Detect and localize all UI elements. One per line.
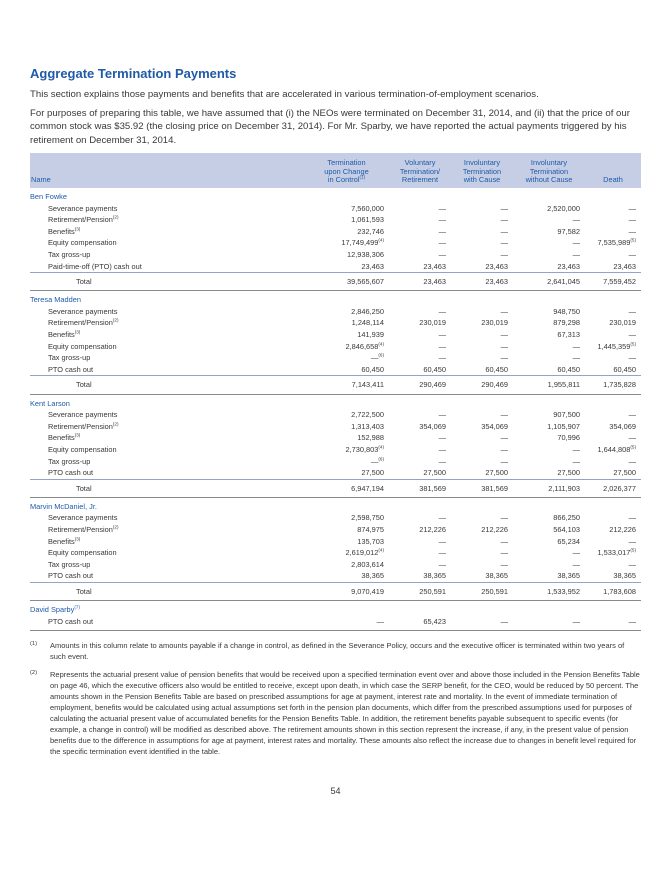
cell-value: —$^{(6)}$	[370, 352, 384, 363]
cell-value: —	[500, 226, 508, 236]
cell-value: 23,463	[423, 261, 446, 271]
row-label: Equity compensation	[48, 341, 117, 351]
total-value: 6,947,194	[304, 479, 389, 497]
column-header-line: Termination	[462, 166, 502, 176]
total-value: 7,143,411	[304, 376, 389, 394]
intro-paragraph-1: This section explains those payments and benefits that are accelerated in various termination-of-employment scenarios.	[30, 89, 539, 100]
footnote-text: Represents the actuarial present value of pension benefits that would be received upon a specified termination event over and above those included in the Pension Benefits Table on page 46, which the executive officers also would be entitled to receive, except upon death, in which case the SERP benefit, for the CEO, would be reduced by 50 percent. The amounts shown in the Pension Benefits Table are based on prescribed assumptions for age at payment, interest rate and mortality. In the event of immediate termination of employment, benefits would be calculated using actual assumptions set forth in the pension plan documents, which differ from the prescribed assumptions used for purposes of calculating the actuarial present value of accumulated benefits for the Pension Benefits Table. In addition, the retirement benefits payable subsequent to specific events (for example, a change in control) will be modified as described above. The retirement amounts shown in this section represent the increase, if any, in the present value of pension benefits due to the difference in assumptions for age at payment, interest rates and mortality. These amounts also reflect the increase due to changes in benefit level required for the specific termination event identified in the table.	[50, 669, 640, 756]
cell-value: 564,103	[553, 524, 580, 534]
cell-value: 2,846,658$^{(4)}$	[345, 341, 384, 351]
total-value: 2,111,903	[513, 479, 585, 497]
cell-value: —	[572, 341, 580, 351]
table-row	[30, 317, 641, 329]
cell-value: —	[628, 203, 636, 213]
total-value: 290,469	[389, 376, 451, 394]
cell-value: 38,365	[361, 571, 384, 581]
cell-value: 230,019	[419, 318, 446, 328]
cell-value: 23,463	[613, 261, 636, 271]
cell-value: 2,619,012$^{(4)}$	[345, 547, 384, 558]
total-value: 290,469	[451, 376, 513, 394]
cell-value: —	[500, 433, 508, 443]
total-value: 23,463	[389, 273, 451, 291]
cell-value: 152,988	[357, 433, 384, 443]
cell-value: 866,250	[553, 513, 580, 523]
footnote-ref: (3)	[74, 226, 81, 232]
table-row	[30, 409, 641, 421]
cell-value: —	[500, 548, 508, 558]
total-label: Total	[30, 582, 304, 600]
row-label: Severance payments	[48, 410, 118, 420]
cell-value: 1,533,017$^{(5)}$	[597, 547, 636, 558]
column-header	[451, 153, 513, 188]
cell-value: —	[628, 250, 636, 260]
cell-value: —	[438, 548, 446, 558]
table-row	[30, 512, 641, 524]
table-row	[30, 432, 641, 444]
cell-value: 230,019	[609, 318, 636, 328]
cell-value: —	[304, 615, 389, 630]
row-label: PTO cash out	[30, 615, 304, 630]
row-label: Severance payments	[48, 513, 118, 523]
cell-value: 1,248,114	[351, 318, 384, 328]
cell-value: 12,938,306	[347, 250, 384, 260]
row-label: Tax gross-up	[48, 559, 91, 569]
cell-value: 38,365	[557, 571, 580, 581]
cell-value: 60,450	[613, 364, 636, 374]
cell-value: 17,749,499$^{(4)}$	[341, 237, 384, 248]
total-value: 381,569	[389, 479, 451, 497]
page-number: 54	[330, 786, 341, 796]
cell-value: 874,975	[357, 524, 384, 534]
table-row	[30, 202, 641, 214]
cell-value: 1,061,593	[351, 215, 384, 225]
column-header-line: Termination	[529, 166, 569, 176]
cell-value: —	[500, 513, 508, 523]
column-header	[513, 153, 585, 188]
row-label: Benefits$^{(3)}$	[48, 226, 81, 236]
executive-name: Teresa Madden	[30, 295, 81, 305]
cell-value: —	[500, 410, 508, 420]
footnote-ref: (4)	[378, 237, 384, 243]
table-row	[30, 261, 641, 273]
executive-name: Marvin McDaniel, Jr.	[30, 501, 97, 511]
cell-value: 27,500	[485, 468, 508, 478]
total-value: 381,569	[451, 479, 513, 497]
column-header	[585, 153, 641, 188]
executive-section	[30, 497, 641, 600]
row-label: Retirement/Pension$^{(2)}$	[48, 524, 119, 534]
table-row	[30, 352, 641, 364]
executive-name: Kent Larson	[30, 398, 70, 408]
cell-value: —	[628, 456, 636, 466]
cell-value: 948,750	[553, 306, 580, 316]
cell-value: 38,365	[485, 571, 508, 581]
cell-value: 354,069	[419, 421, 446, 431]
cell-value: —	[572, 215, 580, 225]
cell-value: —	[438, 536, 446, 546]
cell-value: —	[438, 341, 446, 351]
cell-value: 23,463	[361, 261, 384, 271]
cell-value: 1,313,403	[351, 421, 384, 431]
footnote-ref: (5)	[630, 237, 636, 243]
cell-value: 2,730,803$^{(4)}$	[345, 444, 384, 454]
row-label: Equity compensation	[48, 548, 117, 558]
cell-value: 65,423	[389, 615, 451, 630]
executive-name-row	[30, 188, 641, 202]
row-label: Paid-time-off (PTO) cash out	[48, 261, 142, 271]
table-row	[30, 306, 641, 318]
footnote-ref: (6)	[378, 352, 384, 358]
table-row	[30, 249, 641, 261]
footnote-marker: (2)	[30, 669, 38, 676]
cell-value: 27,500	[423, 468, 446, 478]
cell-value: 70,996	[557, 433, 580, 443]
cell-value: 60,450	[423, 364, 446, 374]
cell-value: —	[438, 353, 446, 363]
cell-value: —	[500, 203, 508, 213]
row-label: Retirement/Pension$^{(2)}$	[48, 214, 119, 225]
row-label: PTO cash out	[48, 571, 94, 581]
cell-value: —	[500, 341, 508, 351]
cell-value: 67,313	[557, 330, 580, 340]
column-header-line: Termination/	[399, 166, 441, 176]
cell-value: 60,450	[361, 364, 384, 374]
footnote-ref: (4)	[378, 341, 384, 347]
total-value: 1,735,828	[585, 376, 641, 394]
cell-value: 135,703	[357, 536, 384, 546]
row-label: Retirement/Pension$^{(2)}$	[48, 317, 119, 328]
cell-value: 2,803,614	[351, 559, 384, 569]
cell-value: 60,450	[485, 364, 508, 374]
cell-value: 27,500	[361, 468, 384, 478]
total-row	[30, 376, 641, 394]
executive-name: Ben Fowke	[30, 192, 67, 202]
table-row	[30, 467, 641, 479]
footnote-ref: (4)	[378, 547, 384, 553]
cell-value: 2,846,250	[351, 306, 384, 316]
table-row	[30, 444, 641, 456]
table-row	[30, 421, 641, 433]
cell-value: —	[500, 536, 508, 546]
cell-value: —	[438, 238, 446, 248]
table-row	[30, 237, 641, 249]
row-label: Equity compensation	[48, 444, 117, 454]
total-row	[30, 479, 641, 497]
row-label: PTO cash out	[48, 364, 94, 374]
cell-value: 65,234	[557, 536, 580, 546]
cell-value: —	[628, 536, 636, 546]
cell-value: —	[500, 444, 508, 454]
cell-value: —	[572, 250, 580, 260]
cell-value: 23,463	[557, 261, 580, 271]
total-label: Total	[30, 273, 304, 291]
cell-value: —	[628, 410, 636, 420]
column-header-line: in Control$^{(1)}$	[327, 174, 366, 185]
cell-value: —	[500, 456, 508, 466]
cell-value: —	[628, 559, 636, 569]
row-label: PTO cash out	[48, 468, 94, 478]
cell-value: —	[438, 306, 446, 316]
cell-value: 38,365	[613, 571, 636, 581]
footnote-ref: (7)	[74, 604, 80, 610]
column-header-line: Involuntary	[463, 157, 501, 167]
cell-value: —	[500, 330, 508, 340]
cell-value: —	[500, 215, 508, 225]
footnote	[30, 640, 641, 662]
footnote-ref: (2)	[112, 524, 119, 530]
executive-name-row	[30, 497, 641, 512]
table-row	[30, 341, 641, 353]
column-header	[389, 153, 451, 188]
row-label: Severance payments	[48, 306, 118, 316]
header-row	[30, 153, 641, 188]
total-row	[30, 273, 641, 291]
cell-value: —	[438, 330, 446, 340]
cell-value: —	[451, 615, 513, 630]
total-value: 250,591	[451, 582, 513, 600]
column-header-line: Voluntary	[404, 157, 436, 167]
executive-name: David Sparby$^{(7)}$	[30, 604, 80, 615]
executive-section	[30, 601, 641, 631]
page-content	[30, 66, 641, 764]
cell-value: 60,450	[557, 364, 580, 374]
table-row	[30, 570, 641, 582]
cell-value: 879,298	[553, 318, 580, 328]
footnotes	[30, 640, 641, 757]
cell-value: —	[585, 615, 641, 630]
total-value: 39,565,607	[304, 273, 389, 291]
total-row	[30, 582, 641, 600]
cell-value: —	[628, 330, 636, 340]
cell-value: —	[572, 444, 580, 454]
row-label: Severance payments	[48, 203, 118, 213]
cell-value: —	[438, 215, 446, 225]
footnote-ref: (6)	[378, 456, 384, 462]
footnote-ref: (4)	[378, 444, 384, 450]
total-value: 1,533,952	[513, 582, 585, 600]
cell-value: —	[438, 410, 446, 420]
cell-value: —	[500, 250, 508, 260]
cell-value: —	[628, 433, 636, 443]
cell-value: 7,535,989$^{(5)}$	[597, 237, 636, 248]
cell-value: —	[438, 250, 446, 260]
total-value: 23,463	[451, 273, 513, 291]
table-row	[30, 226, 641, 238]
total-value: 7,559,452	[585, 273, 641, 291]
cell-value: 232,746	[357, 226, 384, 236]
cell-value: —	[628, 353, 636, 363]
cell-value: 230,019	[481, 318, 508, 328]
cell-value: —	[572, 238, 580, 248]
column-header-name: Name	[30, 153, 304, 188]
row-label: Benefits$^{(3)}$	[48, 329, 81, 340]
footnote-ref: (2)	[112, 214, 119, 220]
total-value: 1,955,811	[513, 376, 585, 394]
table-row	[30, 364, 641, 376]
cell-value: —$^{(6)}$	[370, 456, 384, 466]
footnote-ref: (1)	[359, 174, 366, 180]
footnote	[30, 669, 641, 757]
cell-value: 23,463	[485, 261, 508, 271]
column-header-line: Retirement	[401, 175, 439, 185]
cell-value: —	[438, 203, 446, 213]
row-label: Equity compensation	[48, 238, 117, 248]
cell-value: 212,226	[609, 524, 636, 534]
cell-value: 1,105,907	[547, 421, 580, 431]
cell-value: 2,598,750	[351, 513, 384, 523]
cell-value: 1,445,359$^{(5)}$	[597, 341, 636, 351]
cell-value: 97,582	[557, 226, 580, 236]
cell-value: —	[572, 456, 580, 466]
cell-value: —	[572, 548, 580, 558]
cell-value: —	[500, 306, 508, 316]
footnote-ref: (2)	[112, 317, 119, 323]
table-header	[30, 153, 641, 188]
cell-value: 141,939	[357, 330, 384, 340]
cell-value: 212,226	[419, 524, 446, 534]
table-row	[30, 524, 641, 536]
executive-section	[30, 291, 641, 394]
executive-section	[30, 394, 641, 497]
footnote-ref: (3)	[74, 329, 81, 335]
row-label: Tax gross-up	[48, 250, 91, 260]
cell-value: —	[438, 456, 446, 466]
footnote-marker: (1)	[30, 640, 38, 647]
table-row	[30, 455, 641, 467]
cell-value: —	[438, 559, 446, 569]
table-row	[30, 214, 641, 226]
page-title: Aggregate Termination Payments	[30, 66, 237, 81]
total-value: 2,026,377	[585, 479, 641, 497]
cell-value: 354,069	[609, 421, 636, 431]
cell-value: —	[572, 353, 580, 363]
intro-paragraph-2: For purposes of preparing this table, we have assumed that (i) the NEOs were terminated on December 31, 2014, and (ii) that the price of our common stock was $35.92 (the closing price on December 31, 2014). For Mr. Sparby, we have reported the actual payments triggered by his retirement on December 31, 2014.	[30, 108, 630, 146]
cell-value: —	[513, 615, 585, 630]
cell-value: —	[500, 559, 508, 569]
cell-value: —	[438, 226, 446, 236]
row-label: Tax gross-up	[48, 456, 91, 466]
row-label: Benefits$^{(3)}$	[48, 432, 81, 443]
cell-value: 2,520,000	[547, 203, 580, 213]
column-header-line: Death	[603, 175, 623, 185]
cell-value: 7,560,000	[351, 203, 384, 213]
column-header-line: upon Change	[324, 166, 369, 176]
cell-value: 27,500	[557, 468, 580, 478]
executive-name-row	[30, 601, 641, 616]
cell-value: —	[438, 444, 446, 454]
executive-section	[30, 188, 641, 291]
total-value: 2,641,045	[513, 273, 585, 291]
column-header-line: Involuntary	[530, 157, 568, 167]
cell-value: —	[628, 513, 636, 523]
footnote-ref: (5)	[630, 341, 636, 347]
cell-value: 27,500	[613, 468, 636, 478]
total-value: 9,070,419	[304, 582, 389, 600]
cell-value: 2,722,500	[351, 410, 384, 420]
footnote-ref: (3)	[74, 432, 81, 438]
column-header-line: with Cause	[463, 175, 501, 185]
footnote-ref: (5)	[630, 547, 636, 553]
cell-value: —	[500, 238, 508, 248]
column-header	[304, 153, 389, 188]
termination-table	[30, 153, 641, 631]
cell-value: —	[500, 353, 508, 363]
cell-value: 354,069	[481, 421, 508, 431]
cell-value: —	[628, 215, 636, 225]
intro-section	[30, 88, 641, 147]
table-row	[30, 547, 641, 559]
total-label: Total	[30, 479, 304, 497]
cell-value: 38,365	[423, 571, 446, 581]
cell-value: —	[572, 559, 580, 569]
row-label: Tax gross-up	[48, 353, 91, 363]
cell-value: 907,500	[553, 410, 580, 420]
footnote-ref: (5)	[630, 444, 636, 450]
column-header-line: without Cause	[525, 175, 573, 185]
cell-value: —	[438, 433, 446, 443]
table-row	[30, 329, 641, 341]
footnote-text: Amounts in this column relate to amounts payable if a change in control, as defined in the Severance Policy, occurs and the executive officer is terminated within two years of such event.	[50, 640, 625, 661]
row-label: Benefits$^{(3)}$	[48, 536, 81, 546]
cell-value: 1,644,808$^{(5)}$	[597, 444, 636, 454]
total-value: 1,783,608	[585, 582, 641, 600]
table-row	[30, 559, 641, 571]
executive-name-row	[30, 394, 641, 409]
cell-value: —	[438, 513, 446, 523]
column-header-line: Termination	[327, 157, 366, 167]
table-row	[30, 615, 641, 630]
cell-value: —	[628, 226, 636, 236]
footnote-ref: (2)	[112, 421, 119, 427]
cell-value: 212,226	[481, 524, 508, 534]
executive-name-row	[30, 291, 641, 306]
total-label: Total	[30, 376, 304, 394]
row-label: Retirement/Pension$^{(2)}$	[48, 421, 119, 431]
cell-value: —	[628, 306, 636, 316]
total-value: 250,591	[389, 582, 451, 600]
footnote-ref: (3)	[74, 536, 81, 542]
table-row	[30, 535, 641, 547]
